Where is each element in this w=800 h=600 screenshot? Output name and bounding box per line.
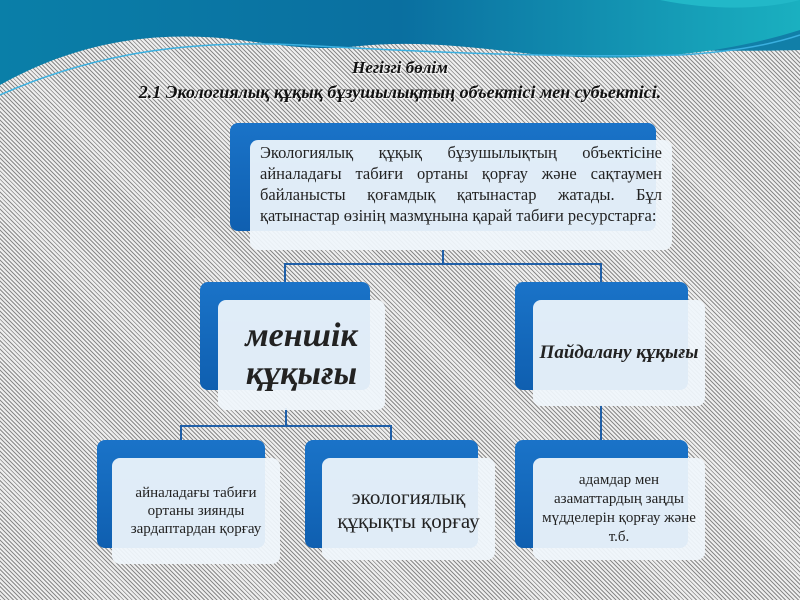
connector bbox=[284, 263, 602, 265]
ownership-right-box: меншік құқығы bbox=[218, 300, 385, 410]
child-box-environment: айналадағы табиғи ортаны зиянды зардаптардан қорғау bbox=[112, 458, 280, 564]
child-box-ecological-law: экологиялық құқықты қорғау bbox=[322, 458, 495, 560]
connector bbox=[442, 250, 444, 264]
connector bbox=[600, 405, 602, 443]
usage-right-box: Пайдалану құқығы bbox=[533, 300, 705, 406]
connector bbox=[180, 425, 392, 427]
section-heading: Негізгі бөлім bbox=[352, 58, 448, 77]
connector bbox=[285, 408, 287, 426]
child-box-citizens: адамдар мен азаматтардың заңды мүдделерін қорғау және т.б. bbox=[533, 458, 705, 560]
page-title: 2.1 Экологиялық құқық бұзушылықтың объектісі мен субьектісі. bbox=[138, 82, 662, 102]
root-box: Экологиялық құқық бұзушылықтың объектісіне айналадағы табиғи ортаны қорғау және сақтаумен байланысты қоғамдық қатынастар жатады. Бұл қатынастар өзінің мазмұнына қарай табиғи ресурстарға: bbox=[250, 140, 672, 250]
